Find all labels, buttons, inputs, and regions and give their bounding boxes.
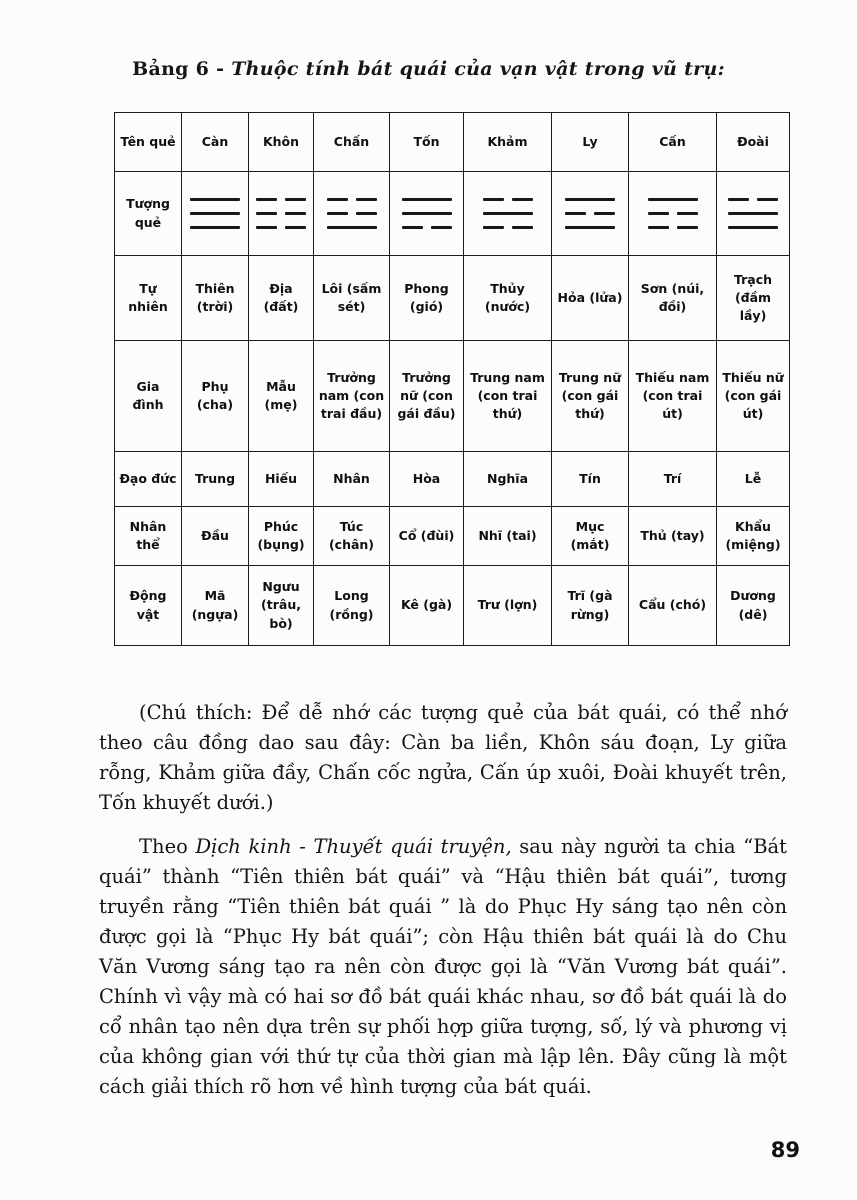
table-cell: Trạch (đầm lầy): [717, 256, 790, 341]
table-cell: Trung nữ (con gái thứ): [552, 341, 629, 452]
table-cell: Hỏa (lửa): [552, 256, 629, 341]
table-cell: Túc (chân): [314, 507, 390, 566]
table-cell: Trưởng nữ (con gái đầu): [390, 341, 464, 452]
table-cell: Ngưu (trâu, bò): [249, 566, 314, 646]
page-title: [0, 58, 857, 80]
table-cell: Thủ (tay): [629, 507, 717, 566]
table-cell: Hòa: [390, 452, 464, 507]
table-cell: Trí: [629, 452, 717, 507]
column-header-khon: Khôn: [249, 113, 314, 172]
table-cell: Nhĩ (tai): [464, 507, 552, 566]
trigram-symbol-doai: [728, 198, 778, 229]
table-cell: Trưởng nam (con trai đầu): [314, 341, 390, 452]
main-paragraph: Theo Dịch kinh - Thuyết quái truyện, sau này người ta chia “Bát quái” thành “Tiên thiên bát quái” và “Hậu thiên bát quái”, tương truyền rằng “Tiên thiên bát quái ” là do Phục Hy sáng tạo nên còn được gọi là “Phục Hy bát quái”; còn Hậu thiên bát quái là do Chu Văn Vương sáng tạo ra nên còn được gọi là “Văn Vương bát quái”. Chính vì vậy mà có hai sơ đồ bát quái khác nhau, sơ đồ bát quái là do cổ nhân tạo nên dựa trên sự phối hợp giữa tượng, số, lý và phương vị của không gian với thứ tự của thời gian mà lập lên. Đây cũng là một cách giải thích rõ hơn về hình tượng của bát quái.: [99, 835, 787, 1098]
row-label-gia-dinh: Gia đình: [115, 341, 182, 452]
trigram-cell: [629, 172, 717, 256]
trigram-symbol-khon: [256, 198, 306, 229]
body-text: [99, 698, 787, 1102]
table-cell: Khẩu (miệng): [717, 507, 790, 566]
book-title-italic: Dịch kinh - Thuyết quái truyện,: [195, 835, 512, 858]
title-prefix: Bảng 6 -: [132, 58, 232, 80]
row-label-dao-duc: Đạo đức: [115, 452, 182, 507]
table-cell: Cẩu (chó): [629, 566, 717, 646]
table-cell: Lễ: [717, 452, 790, 507]
table-cell: Mẫu (mẹ): [249, 341, 314, 452]
table-row-header: [115, 113, 790, 172]
table-row-human-body: [115, 507, 790, 566]
table-cell: Kê (gà): [390, 566, 464, 646]
table-cell: Phong (gió): [390, 256, 464, 341]
table-cell: Mã (ngựa): [182, 566, 249, 646]
column-header-ly: Ly: [552, 113, 629, 172]
table-cell: Phúc (bụng): [249, 507, 314, 566]
column-header-kham: Khảm: [464, 113, 552, 172]
table-cell: Nhân: [314, 452, 390, 507]
table-cell: Mục (mắt): [552, 507, 629, 566]
table-cell: Dương (dê): [717, 566, 790, 646]
table-cell: Sơn (núi, đồi): [629, 256, 717, 341]
page-number: 89: [770, 1138, 800, 1162]
table-cell: Thủy (nước): [464, 256, 552, 341]
table-cell: Trĩ (gà rừng): [552, 566, 629, 646]
row-label-tuong-que: Tượng quẻ: [115, 172, 182, 256]
table-cell: Nghĩa: [464, 452, 552, 507]
trigram-cell: [717, 172, 790, 256]
table-cell: Trung nam (con trai thứ): [464, 341, 552, 452]
title-italic: Thuộc tính bát quái của vạn vật trong vũ trụ:: [231, 58, 725, 80]
trigram-cell: [552, 172, 629, 256]
column-header-can: Càn: [182, 113, 249, 172]
table-cell: Phụ (cha): [182, 341, 249, 452]
table-cell: Địa (đất): [249, 256, 314, 341]
bagua-table: [114, 112, 790, 646]
trigram-cell: [182, 172, 249, 256]
trigram-symbol-can: [190, 198, 240, 229]
table-cell: Tín: [552, 452, 629, 507]
trigram-cell: [314, 172, 390, 256]
table-row-symbols: [115, 172, 790, 256]
table-cell: Thiếu nam (con trai út): [629, 341, 717, 452]
table-cell: Thiên (trời): [182, 256, 249, 341]
trigram-cell: [249, 172, 314, 256]
row-label-tu-nhien: Tự nhiên: [115, 256, 182, 341]
table-cell: Lôi (sấm sét): [314, 256, 390, 341]
column-header-ton: Tốn: [390, 113, 464, 172]
row-label-nhan-the: Nhân thể: [115, 507, 182, 566]
column-header-doai: Đoài: [717, 113, 790, 172]
row-label-dong-vat: Động vật: [115, 566, 182, 646]
trigram-symbol-ly: [565, 198, 615, 229]
trigram-symbol-can2: [648, 198, 698, 229]
trigram-cell: [464, 172, 552, 256]
table-cell: Đầu: [182, 507, 249, 566]
column-header-can2: Cấn: [629, 113, 717, 172]
trigram-cell: [390, 172, 464, 256]
table-row-nature: [115, 256, 790, 341]
trigram-symbol-ton: [402, 198, 452, 229]
table-cell: Cổ (đùi): [390, 507, 464, 566]
column-header-chan: Chấn: [314, 113, 390, 172]
corner-header: Tên quẻ: [115, 113, 182, 172]
table-cell: Trung: [182, 452, 249, 507]
table-cell: Long (rồng): [314, 566, 390, 646]
table-row-virtue: [115, 452, 790, 507]
table-cell: Trư (lợn): [464, 566, 552, 646]
trigram-symbol-chan: [327, 198, 377, 229]
trigram-symbol-kham: [483, 198, 533, 229]
note-paragraph: (Chú thích: Để dễ nhớ các tượng quẻ của bát quái, có thể nhớ theo câu đồng dao sau đây: Càn ba liền, Khôn sáu đoạn, Ly giữa rỗng, Khảm giữa đầy, Chấn cốc ngửa, Cấn úp xuôi, Đoài khuyết trên, Tốn khuyết dưới.): [99, 701, 787, 814]
table-row-family: [115, 341, 790, 452]
table-row-animal: [115, 566, 790, 646]
table-cell: Thiếu nữ (con gái út): [717, 341, 790, 452]
table-cell: Hiếu: [249, 452, 314, 507]
